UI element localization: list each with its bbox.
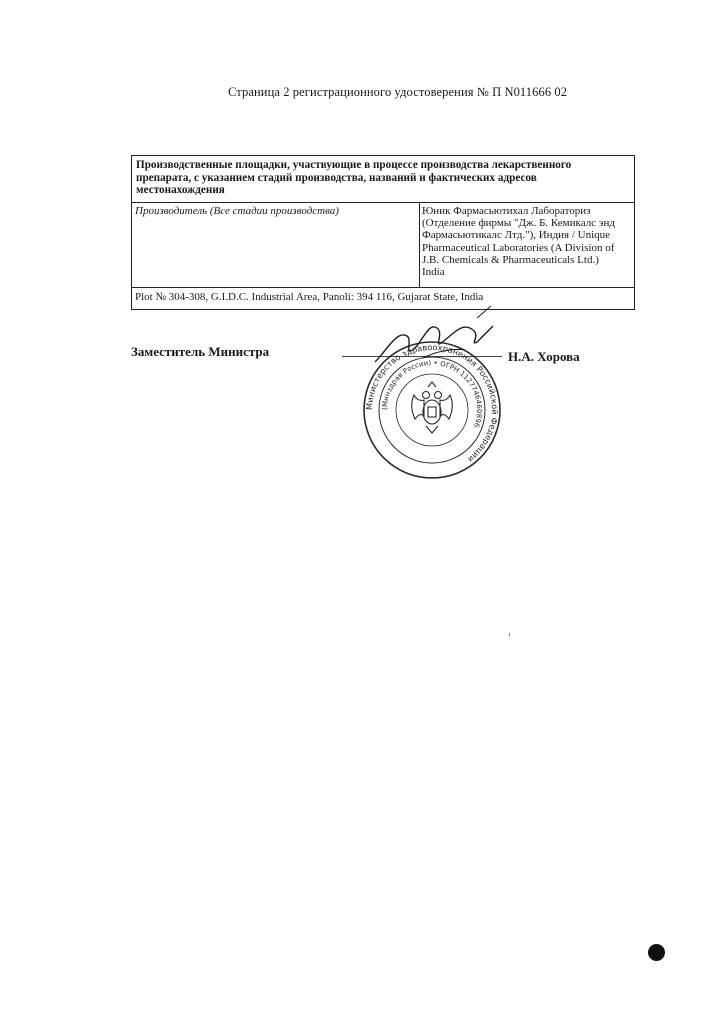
manufacturer-row [132,203,634,288]
company-line: Pharmaceutical Laboratories (A Division of [422,241,615,254]
scan-speck [509,633,510,636]
handwritten-signature [365,300,505,390]
company-line: Юник Фармасьютихал Лабораториз [422,205,591,217]
signatory-name: Н.А. Хорова [508,349,580,364]
stamp-outer-text: Министерство здравоохранения Российской Федерации [363,341,501,465]
stamp-inner-text: (Минздрав России) • ОГРН 1127746460896 [380,358,484,429]
company-line: India [422,266,445,279]
production-sites-table [131,155,635,310]
company-line: (Отделение фирмы "Дж. Б. Кемикалс энд [422,217,616,230]
company-cell [422,205,632,278]
company-line: J.B. Chemicals & Pharmaceuticals Ltd.) [422,253,599,266]
punch-hole-dot [648,944,665,961]
table-heading-row [132,156,634,203]
role-cell [132,203,420,287]
role-label: Производитель (Все стадии производства) [135,205,339,217]
signatory-title: Заместитель Министра [131,344,270,359]
page-header: Страница 2 регистрационного удостоверения № П N011666 02 [228,85,568,99]
address-cell: Plot № 304-308, G.I.D.C. Industrial Area, Panoli: 394 116, Gujarat State, India [135,291,484,303]
table-heading: Производственные площадки, участвующие в процессе производства лекарственного препарата, с указанием стадий производства, названий и фактических адресов местонахождения [136,159,572,196]
company-line: Фармасьютикалс Лтд."), Индия / Unique [422,229,611,242]
